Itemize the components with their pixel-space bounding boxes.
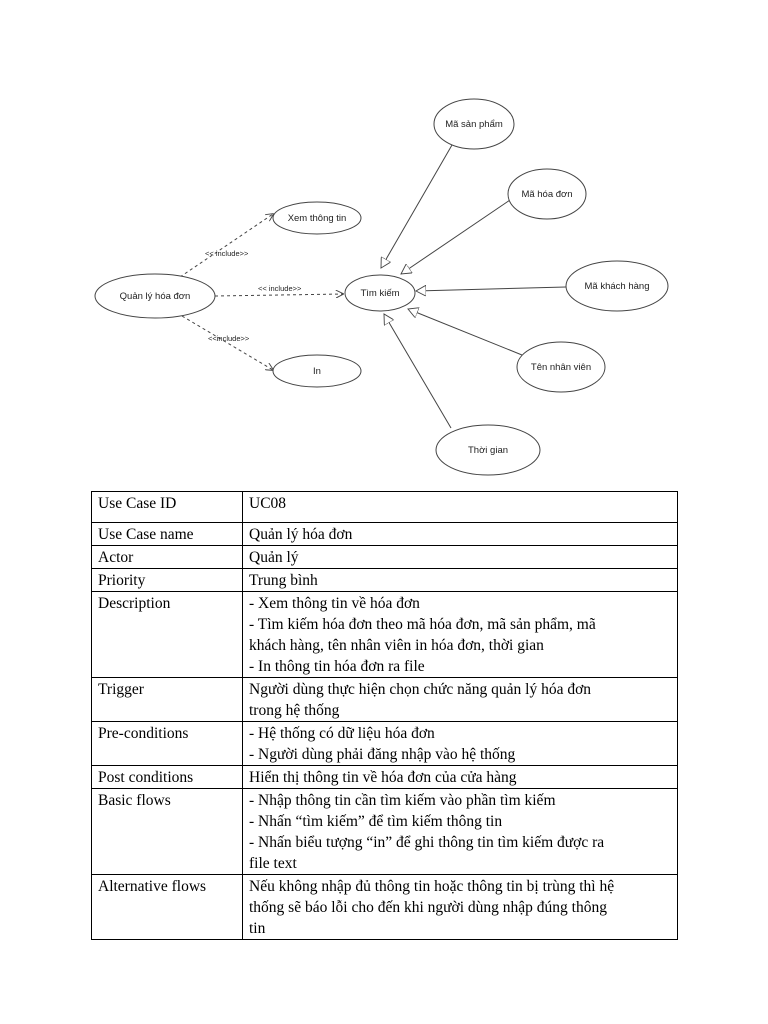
spec-value-line: - Tìm kiếm hóa đơn theo mã hóa đơn, mã sản phẩm, mã [249, 616, 596, 633]
usecase-label-view-info: Xem thông tin [287, 213, 347, 224]
spec-value-line: Quản lý hóa đơn [249, 526, 353, 543]
gen-edge-employee [408, 309, 522, 355]
include-edge-view [180, 214, 273, 277]
spec-row [92, 678, 678, 722]
use-case-diagram [0, 0, 768, 490]
spec-value-line: - Nhấn “tìm kiếm” để tìm kiếm thông tin [249, 813, 503, 830]
use-case-spec-table [91, 491, 678, 940]
spec-value-line: - Nhấn biểu tượng “in” để ghi thông tin tìm kiếm được ra [249, 834, 605, 851]
spec-key: Priority [92, 569, 243, 592]
include-label-search: << include>> [258, 284, 302, 293]
include-label-print: <<include>> [208, 334, 250, 343]
spec-value [243, 492, 678, 523]
spec-value [243, 592, 678, 678]
spec-value-line: Người dùng thực hiện chọn chức năng quản lý hóa đơn [249, 681, 592, 698]
spec-key: Use Case ID [92, 492, 243, 523]
spec-value-line: Quản lý [249, 549, 299, 566]
include-label-view: << include>> [205, 249, 249, 258]
spec-key: Alternative flows [92, 875, 243, 940]
spec-value [243, 875, 678, 940]
spec-value [243, 766, 678, 789]
usecase-label-invoice-code: Mã hóa đơn [521, 189, 573, 200]
usecase-label-manage-invoice: Quản lý hóa đơn [119, 291, 191, 302]
spec-value-line: - In thông tin hóa đơn ra file [249, 658, 425, 675]
spec-key: Basic flows [92, 789, 243, 875]
gen-edge-product [381, 145, 452, 268]
spec-key: Use Case name [92, 523, 243, 546]
spec-value-line: file text [249, 855, 297, 872]
usecase-label-time: Thời gian [467, 445, 509, 456]
spec-value [243, 789, 678, 875]
spec-key: Trigger [92, 678, 243, 722]
spec-key: Actor [92, 546, 243, 569]
spec-value [243, 523, 678, 546]
spec-value-line: - Xem thông tin về hóa đơn [249, 595, 420, 612]
spec-value-line: trong hệ thống [249, 702, 340, 719]
spec-value [243, 546, 678, 569]
spec-value-line: Hiển thị thông tin về hóa đơn của cửa hàng [249, 769, 517, 786]
usecase-label-search: Tìm kiếm [360, 288, 400, 299]
spec-value-line: - Hệ thống có dữ liệu hóa đơn [249, 725, 435, 742]
spec-value-line: - Người dùng phải đăng nhập vào hệ thống [249, 746, 516, 763]
spec-value [243, 678, 678, 722]
include-edge-print [182, 316, 273, 370]
spec-value-line: UC08 [249, 495, 287, 512]
spec-row [92, 546, 678, 569]
use-case-spec-body [92, 492, 678, 940]
spec-value [243, 722, 678, 766]
spec-value-line: thống sẽ báo lỗi cho đến khi người dùng nhập đúng thông [249, 899, 607, 916]
usecase-label-print: In [313, 366, 321, 377]
spec-row [92, 722, 678, 766]
spec-key: Description [92, 592, 243, 678]
gen-edge-customer [416, 287, 566, 291]
spec-row [92, 875, 678, 940]
spec-value-line: tin [249, 920, 266, 937]
usecase-label-customer-code: Mã khách hàng [584, 281, 650, 292]
usecase-label-employee-name: Tên nhân viên [530, 362, 592, 373]
spec-row [92, 592, 678, 678]
gen-edge-time [384, 314, 451, 428]
spec-value-line: - Nhập thông tin cần tìm kiếm vào phần tìm kiếm [249, 792, 556, 809]
use-case-nodes [95, 99, 668, 475]
spec-value [243, 569, 678, 592]
usecase-label-product-code: Mã sản phẩm [445, 119, 503, 130]
spec-value-line: Trung bình [249, 572, 318, 589]
spec-row [92, 569, 678, 592]
include-edge-search [215, 294, 343, 296]
spec-value-line: khách hàng, tên nhân viên in hóa đơn, thời gian [249, 637, 544, 654]
spec-value-line: Nếu không nhập đủ thông tin hoặc thông tin bị trùng thì hệ [249, 878, 615, 895]
spec-key: Post conditions [92, 766, 243, 789]
spec-row [92, 523, 678, 546]
spec-row [92, 492, 678, 523]
spec-key: Pre-conditions [92, 722, 243, 766]
gen-edge-invoice [401, 200, 510, 274]
spec-row [92, 789, 678, 875]
spec-row [92, 766, 678, 789]
